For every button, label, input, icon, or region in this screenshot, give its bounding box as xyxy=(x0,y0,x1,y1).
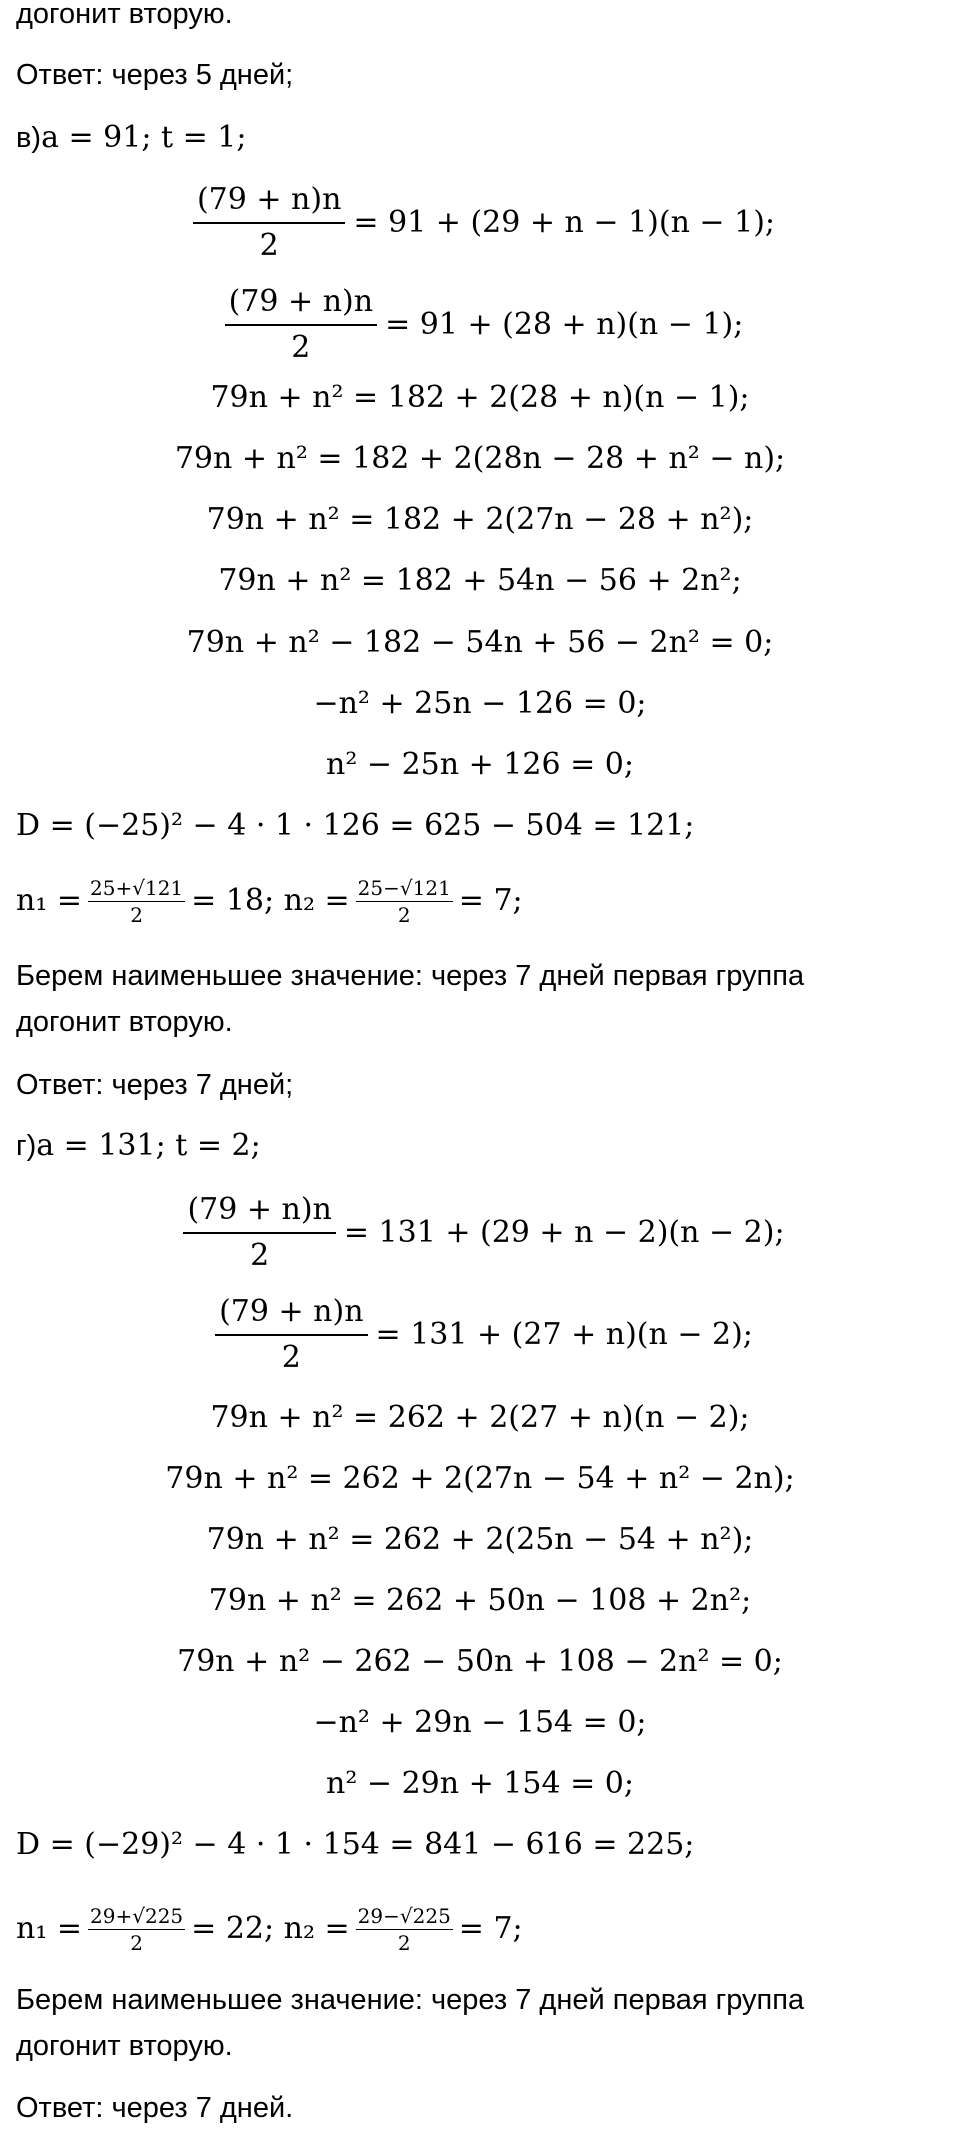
fraction xyxy=(215,1290,367,1380)
equation-line: 79n + n² − 262 − 50n + 108 − 2n² = 0; xyxy=(177,1644,783,1679)
equation-line: 79n + n² = 262 + 50n − 108 + 2n²; xyxy=(208,1583,752,1618)
fraction xyxy=(183,1188,335,1278)
text-line: догонит вторую. xyxy=(16,1006,233,1038)
root-1-fraction xyxy=(88,1903,185,1956)
fraction-numerator: (79 + n)n xyxy=(196,182,342,217)
fraction-denominator: 2 xyxy=(397,1930,411,1955)
equation-line: 79n + n² = 262 + 2(27n − 54 + n² − 2n); xyxy=(165,1461,795,1496)
fraction-numerator: 25+√121 xyxy=(90,875,184,900)
fraction-numerator: (79 + n)n xyxy=(228,284,374,319)
fraction-denominator: 2 xyxy=(291,330,311,365)
equation-rhs: = 131 + (27 + n)(n − 2); xyxy=(375,1317,753,1352)
case-params: a = 131; t = 2; xyxy=(36,1128,261,1163)
case-heading-g xyxy=(16,1128,261,1164)
answer-line: Ответ: через 7 дней. xyxy=(16,2092,294,2124)
equation-line: 79n + n² = 262 + 2(25n − 54 + n²); xyxy=(206,1522,754,1557)
equation-fraction xyxy=(0,178,960,268)
root-1-value: = 22; n₂ = xyxy=(191,1911,350,1946)
fraction-denominator: 2 xyxy=(250,1238,270,1273)
equation-line: 79n + n² = 182 + 54n − 56 + 2n²; xyxy=(218,563,742,598)
equation-line: 79n + n² = 182 + 2(28 + n)(n − 1); xyxy=(210,380,750,415)
case-prefix: в) xyxy=(16,122,42,154)
fraction xyxy=(225,280,377,370)
equation-line: 79n + n² = 182 + 2(27n − 28 + n²); xyxy=(206,502,754,537)
equation-rhs: = 91 + (28 + n)(n − 1); xyxy=(385,307,744,342)
fraction-denominator: 2 xyxy=(397,902,411,927)
equation-line: 79n + n² − 182 − 54n + 56 − 2n² = 0; xyxy=(186,625,774,660)
answer-line: Ответ: через 5 дней; xyxy=(16,59,294,91)
roots-line xyxy=(16,1890,523,1968)
discriminant-line: D = (−25)² − 4 · 1 · 126 = 625 − 504 = 121; xyxy=(16,808,695,843)
case-params: a = 91; t = 1; xyxy=(41,120,247,155)
root-1-value: = 18; n₂ = xyxy=(191,883,350,918)
text-line: догонит вторую. xyxy=(16,2030,233,2062)
roots-line xyxy=(16,862,523,940)
equation-line: n² − 25n + 126 = 0; xyxy=(326,747,634,782)
equation-line: −n² + 25n − 126 = 0; xyxy=(313,686,647,721)
text-line: догонит вторую. xyxy=(16,0,233,30)
answer-line: Ответ: через 7 дней; xyxy=(16,1069,294,1101)
root-2-value: = 7; xyxy=(458,1911,523,1946)
discriminant-line: D = (−29)² − 4 · 1 · 154 = 841 − 616 = 225; xyxy=(16,1827,695,1862)
fraction-denominator: 2 xyxy=(130,902,143,927)
fraction-denominator: 2 xyxy=(130,1930,143,1955)
equation-rhs: = 91 + (29 + n − 1)(n − 1); xyxy=(353,205,776,240)
equation-line: −n² + 29n − 154 = 0; xyxy=(313,1705,647,1740)
equation-fraction xyxy=(0,1188,960,1278)
fraction-numerator: (79 + n)n xyxy=(187,1192,332,1227)
equation-line: 79n + n² = 262 + 2(27 + n)(n − 2); xyxy=(210,1400,750,1435)
text-line: Берем наименьшее значение: через 7 дней первая группа xyxy=(16,1984,805,2016)
fraction-denominator: 2 xyxy=(281,1340,301,1375)
equation-fraction xyxy=(0,280,960,370)
fraction-numerator: 29−√225 xyxy=(357,1903,451,1928)
root-2-fraction xyxy=(356,1903,453,1956)
root-2-value: = 7; xyxy=(458,883,523,918)
fraction-denominator: 2 xyxy=(259,228,279,263)
root-1-label: n₁ = xyxy=(16,883,83,918)
equation-rhs: = 131 + (29 + n − 2)(n − 2); xyxy=(343,1215,785,1250)
root-1-label: n₁ = xyxy=(16,1911,83,1946)
case-prefix: г) xyxy=(16,1130,37,1162)
fraction xyxy=(193,178,345,268)
case-heading-v xyxy=(16,120,246,156)
equation-line: n² − 29n + 154 = 0; xyxy=(326,1766,634,1801)
root-1-fraction xyxy=(88,875,185,928)
fraction-numerator: 25−√121 xyxy=(357,875,451,900)
equation-fraction xyxy=(0,1290,960,1380)
fraction-numerator: (79 + n)n xyxy=(219,1294,364,1329)
equation-line: 79n + n² = 182 + 2(28n − 28 + n² − n); xyxy=(174,441,786,476)
root-2-fraction xyxy=(356,875,453,928)
fraction-numerator: 29+√225 xyxy=(90,1903,184,1928)
text-line: Берем наименьшее значение: через 7 дней первая группа xyxy=(16,960,805,992)
